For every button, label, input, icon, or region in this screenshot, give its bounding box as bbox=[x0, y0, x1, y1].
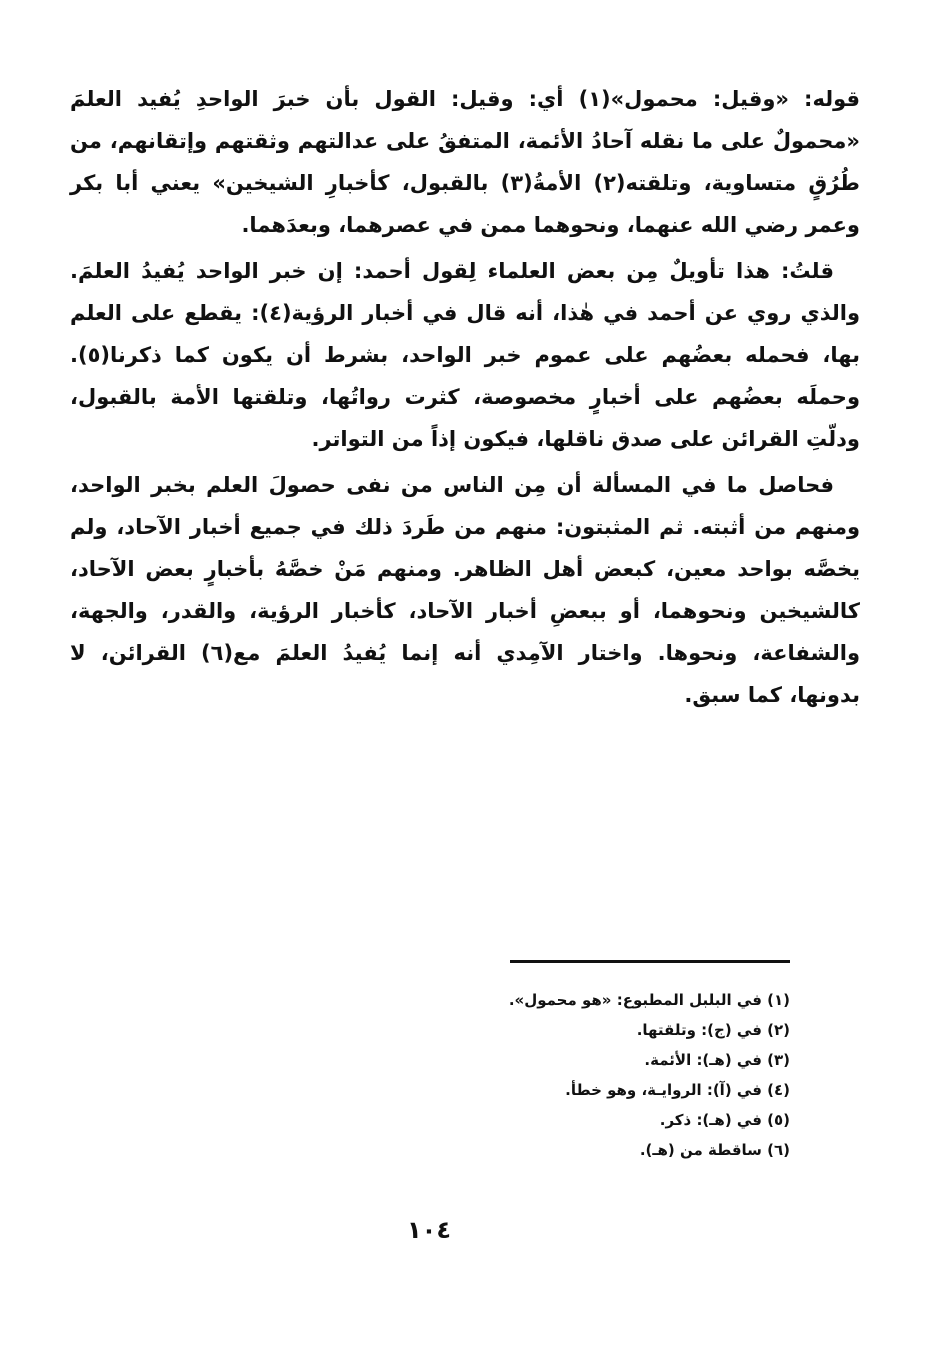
footnote-1: (١) في البلبل المطبوع: «هو محمول». bbox=[508, 991, 790, 1009]
footnote-4: (٤) في (آ): الروايـة، وهو خطأ. bbox=[565, 1081, 790, 1099]
paragraph-3: فحاصل ما في المسألة أن مِن الناس من نفى حصولَ العلم بخبر الواحد، ومنهم من أثبته. ثم المثبتون: منهم من طَردَ ذلك في جميع أخبار الآحاد، ولم يخصَّه بواحد معين، كبعض أهل الظاهر. ومنهم مَنْ خصَّهُ بأخبارٍ بعض الآحاد، كالشيخين ونحوهما، أو ببعضِ أخبار الآحاد، كأخبار الرؤية، والقدر، والجهة، والشفاعة، ونحوها. واختار الآمِدي أنه إنما يُفيدُ العلمَ مع(٦) القرائن، لا بدونها، كما سبق. bbox=[70, 473, 860, 707]
footnote-separator bbox=[510, 960, 790, 963]
paragraph-2: قلتُ: هذا تأويلٌ مِن بعض العلماء لِقول أحمد: إن خبر الواحد يُفيدُ العلمَ. والذي روي عن أحمد في هٰذا، أنه قال في أخبار الرؤية(٤): يقطع على العلم بها، فحمله بعضُهم على عموم خبر الواحد، بشرط أن يكون كما ذكرنا(٥). وحملَه بعضُهم على أخبارٍ مخصوصة، كثرت رواتُها، وتلقتها الأمة بالقبول، ودلّتِ القرائن على صدق ناقلها، فيكون إذاً من التواتر. bbox=[70, 259, 860, 451]
paragraph-1: قوله: «وقيل: محمول»(١) أي: وقيل: القول بأن خبرَ الواحدِ يُفيد العلمَ «محمولٌ على ما نقله آحادُ الأئمة، المتفقُ على عدالتهم وثقتهم وإتقانهم، من طُرُقٍ متساوية، وتلقته(٢) الأمةُ(٣) بالقبول، كأخبارِ الشيخين» يعني أبا بكر وعمر رضي الله عنهما، ونحوهما ممن في عصرهما، وبعدَهما. bbox=[70, 87, 860, 237]
page-number: ١٠٤ bbox=[407, 1216, 451, 1244]
footnote-2: (٢) في (ج): وتلقتها. bbox=[636, 1021, 790, 1039]
footnotes bbox=[380, 985, 790, 1165]
main-text bbox=[70, 78, 860, 716]
footnote-3: (٣) في (هـ): الأئمة. bbox=[644, 1051, 790, 1069]
footnote-5: (٥) في (هـ): ذكر. bbox=[659, 1111, 790, 1129]
footnote-6: (٦) ساقطة من (هـ). bbox=[639, 1141, 790, 1159]
